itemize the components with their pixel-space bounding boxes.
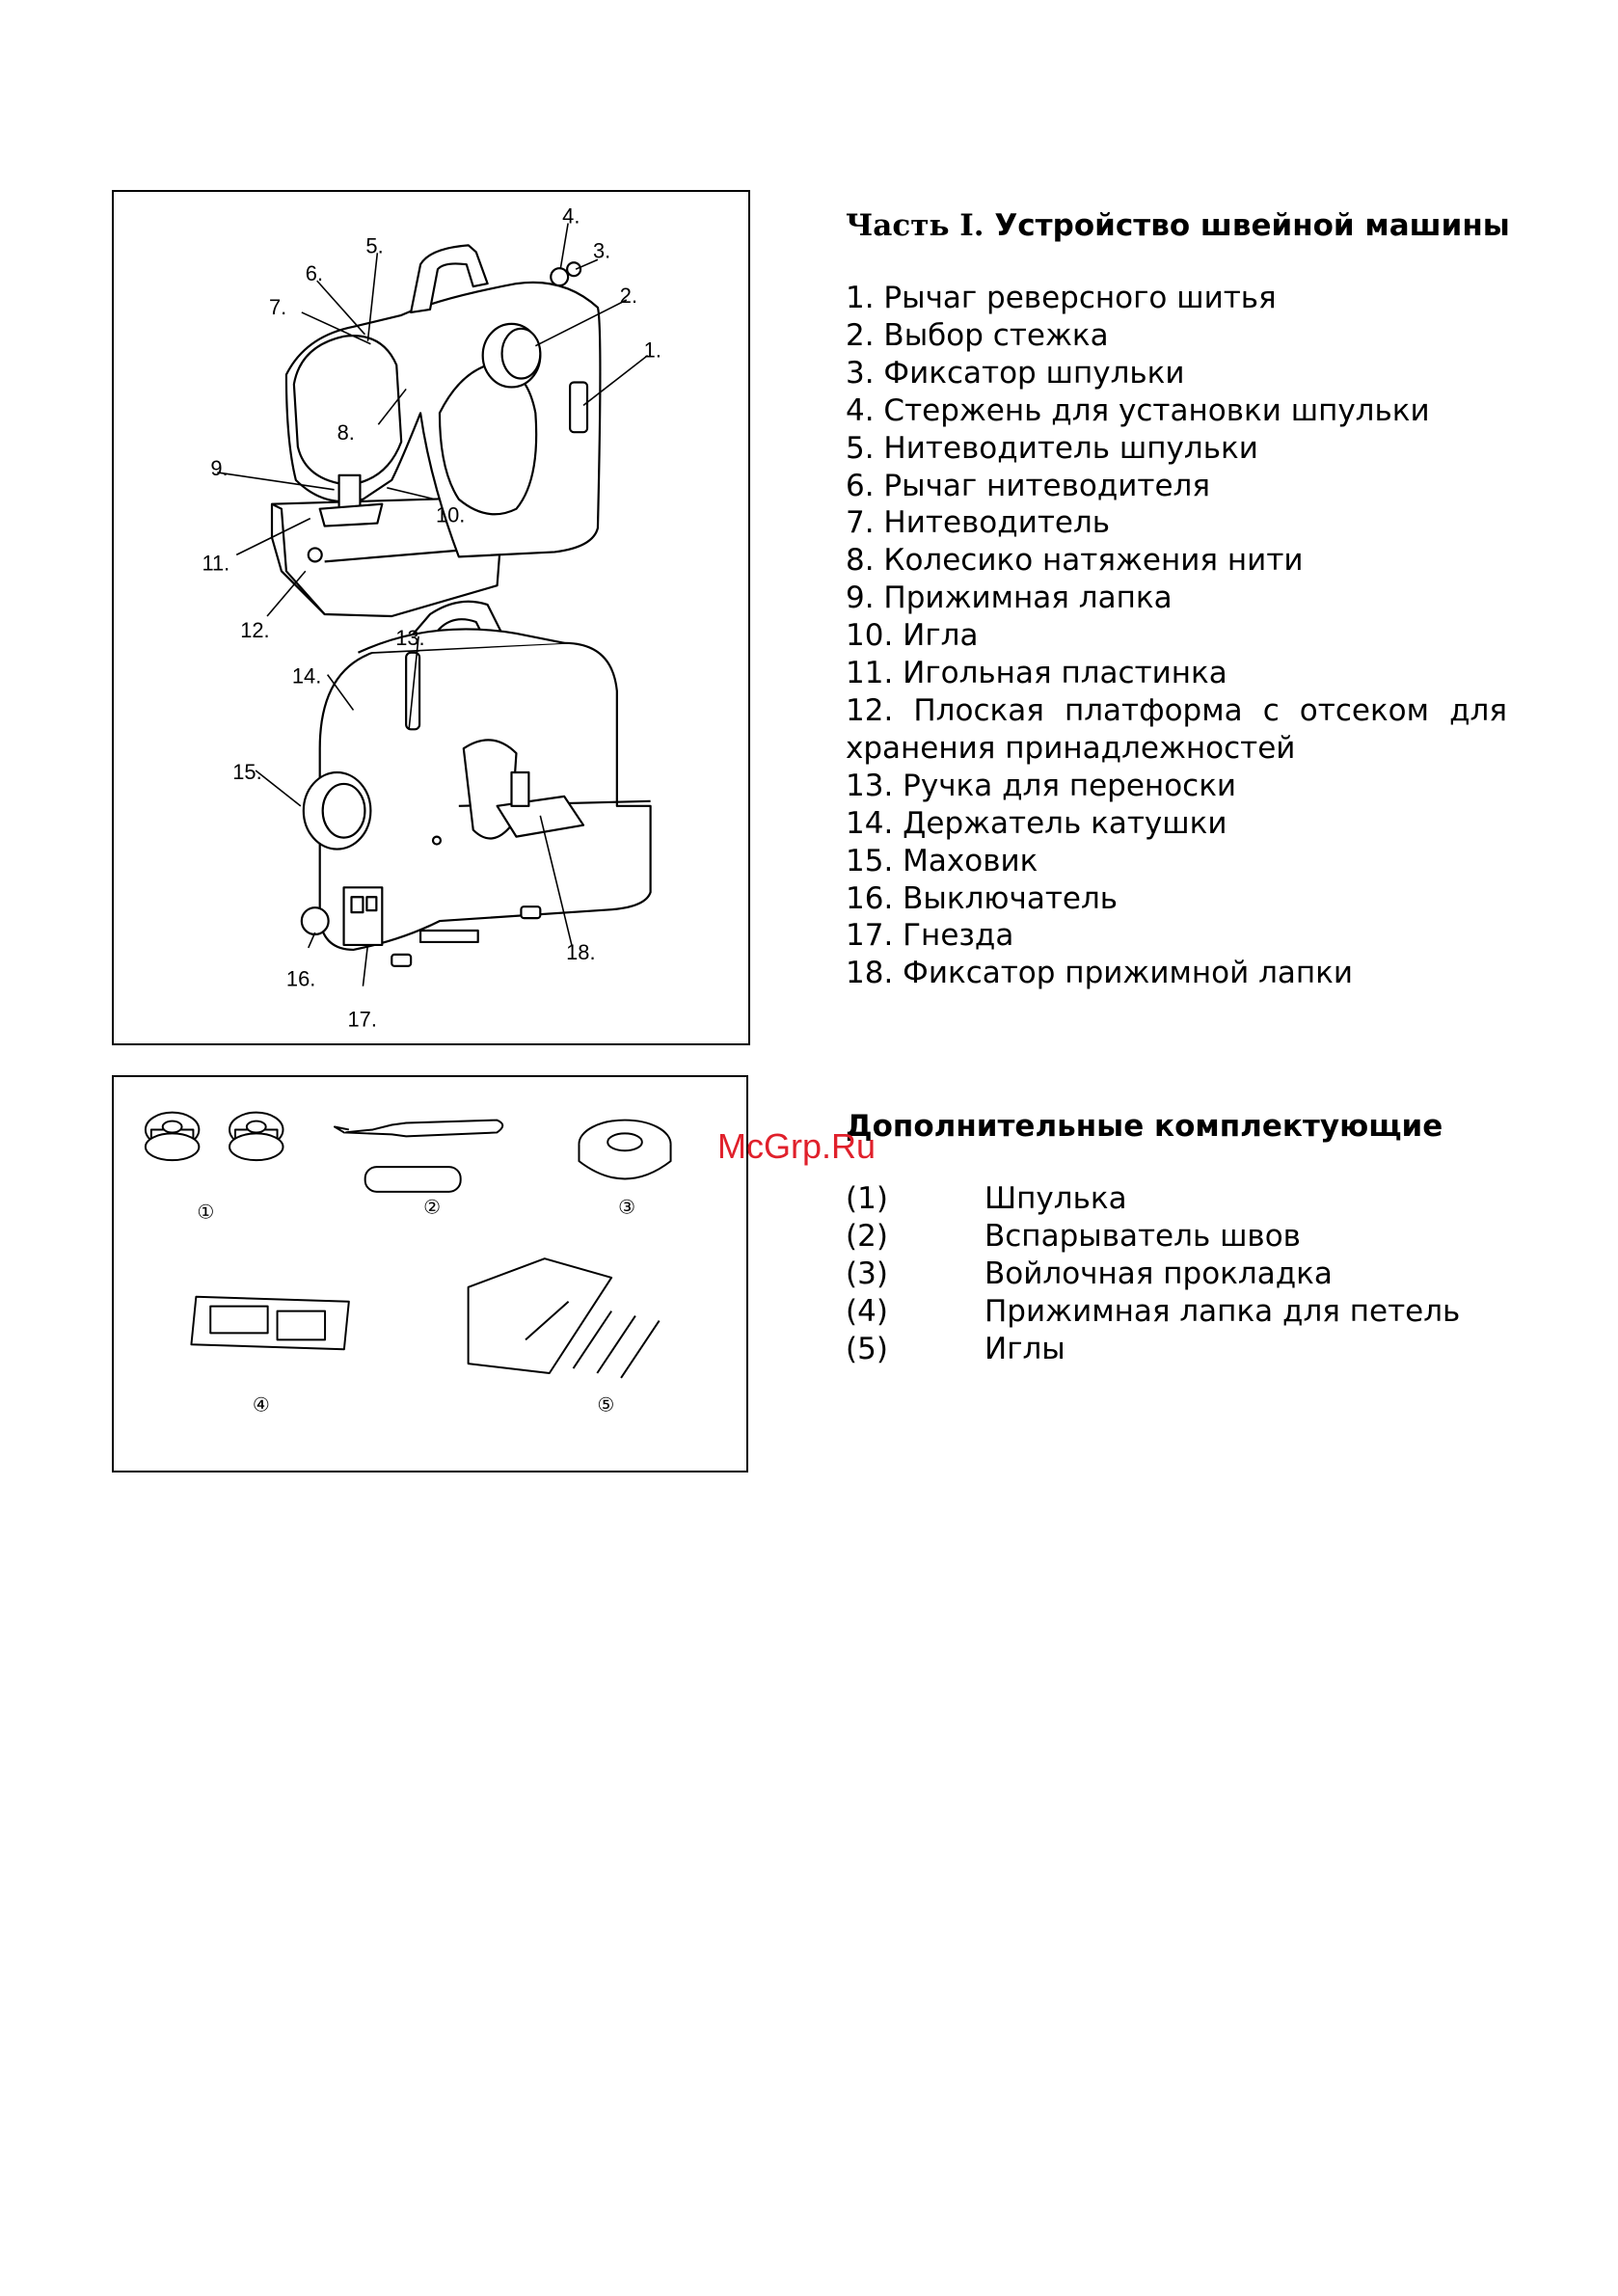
callout-8: 8. bbox=[337, 420, 355, 446]
list-item: 11. Игольная пластинка bbox=[846, 656, 1227, 691]
callout-17: 17. bbox=[347, 1007, 377, 1032]
callout-9: 9. bbox=[210, 455, 229, 480]
item-label: Прижимная лапка для петель bbox=[984, 1293, 1461, 1329]
list-item: 4. Стержень для установки шпульки bbox=[846, 392, 1430, 428]
item-label: Войлочная прокладка bbox=[984, 1256, 1333, 1291]
list-item: 8. Колесико натяжения нити bbox=[846, 543, 1304, 579]
list-item bbox=[846, 1293, 1521, 1331]
callout-4: 4. bbox=[562, 203, 580, 229]
felt-pad-icon bbox=[579, 1121, 670, 1179]
item-number: (5) bbox=[846, 1331, 888, 1366]
callout-14: 14. bbox=[291, 663, 322, 689]
callout-3: 3. bbox=[592, 238, 611, 263]
section-title-accessories: Дополнительные комплектующие bbox=[846, 1109, 1443, 1144]
accessories-diagram bbox=[112, 1075, 748, 1472]
callout-2: 2. bbox=[619, 283, 638, 308]
item-label: Иглы bbox=[984, 1331, 1065, 1366]
accessory-label-3: ③ bbox=[618, 1197, 635, 1219]
list-item: 10. Игла bbox=[846, 618, 979, 654]
item-number: (2) bbox=[846, 1218, 888, 1254]
list-item: 16. Выключатель bbox=[846, 880, 1119, 916]
list-item bbox=[846, 1256, 1521, 1293]
machine-diagram-svg bbox=[114, 192, 748, 1043]
callout-6: 6. bbox=[305, 261, 324, 286]
callout-16: 16. bbox=[285, 966, 316, 991]
list-item: 6. Рычаг нитеводителя bbox=[846, 468, 1211, 503]
callout-10: 10. bbox=[435, 502, 466, 527]
accessory-label-4: ④ bbox=[252, 1394, 270, 1417]
watermark: McGrp.Ru bbox=[717, 1126, 876, 1166]
section-title-machine-parts bbox=[846, 208, 1510, 243]
accessory-label-1: ① bbox=[197, 1202, 215, 1224]
list-item: 9. Прижимная лапка bbox=[846, 581, 1173, 616]
list-item: 14. Держатель катушки bbox=[846, 805, 1227, 841]
list-item: 12. Плоская платформа с отсеком для хранения принадлежностей bbox=[846, 692, 1507, 766]
item-label: Вспарыватель швов bbox=[984, 1218, 1301, 1254]
list-item: 17. Гнезда bbox=[846, 918, 1014, 954]
list-item: 18. Фиксатор прижимной лапки bbox=[846, 956, 1354, 991]
accessory-label-2: ② bbox=[423, 1197, 441, 1219]
list-item: 1. Рычаг реверсного шитья bbox=[846, 281, 1277, 315]
accessory-label-5: ⑤ bbox=[597, 1394, 615, 1417]
callout-5: 5. bbox=[365, 233, 384, 258]
callout-18: 18. bbox=[566, 939, 596, 964]
callout-12: 12. bbox=[240, 617, 270, 642]
list-item bbox=[846, 1218, 1521, 1256]
accessories-diagram-svg bbox=[114, 1077, 746, 1471]
list-item bbox=[846, 1331, 1521, 1368]
callout-1: 1. bbox=[643, 338, 661, 363]
callout-11: 11. bbox=[202, 551, 230, 576]
machine-parts-list bbox=[846, 280, 1507, 992]
title-part-label: Часть I. bbox=[846, 208, 984, 243]
bobbin-icon bbox=[229, 1113, 283, 1161]
list-item: 3. Фиксатор шпульки bbox=[846, 355, 1185, 391]
callout-15: 15. bbox=[232, 759, 262, 784]
item-label: Шпулька bbox=[984, 1181, 1127, 1216]
callout-13: 13. bbox=[395, 625, 425, 650]
seam-ripper-icon bbox=[335, 1121, 502, 1192]
item-number: (3) bbox=[846, 1256, 888, 1291]
list-item: 5. Нитеводитель шпульки bbox=[846, 430, 1258, 466]
bobbin-icon bbox=[146, 1113, 199, 1161]
item-number: (4) bbox=[846, 1293, 888, 1329]
list-item bbox=[846, 1180, 1521, 1218]
machine-diagram bbox=[112, 190, 750, 1045]
callout-7: 7. bbox=[269, 294, 287, 319]
list-item: 7. Нитеводитель bbox=[846, 505, 1111, 541]
list-item: 13. Ручка для переноски bbox=[846, 768, 1237, 803]
buttonhole-foot-icon bbox=[191, 1297, 348, 1349]
accessories-list bbox=[846, 1180, 1521, 1368]
title-text: Устройство швейной машины bbox=[984, 208, 1510, 243]
list-item: 2. Выбор стежка bbox=[846, 317, 1109, 353]
list-item: 15. Маховик bbox=[846, 843, 1038, 878]
needles-icon bbox=[469, 1258, 660, 1378]
item-number: (1) bbox=[846, 1181, 888, 1216]
